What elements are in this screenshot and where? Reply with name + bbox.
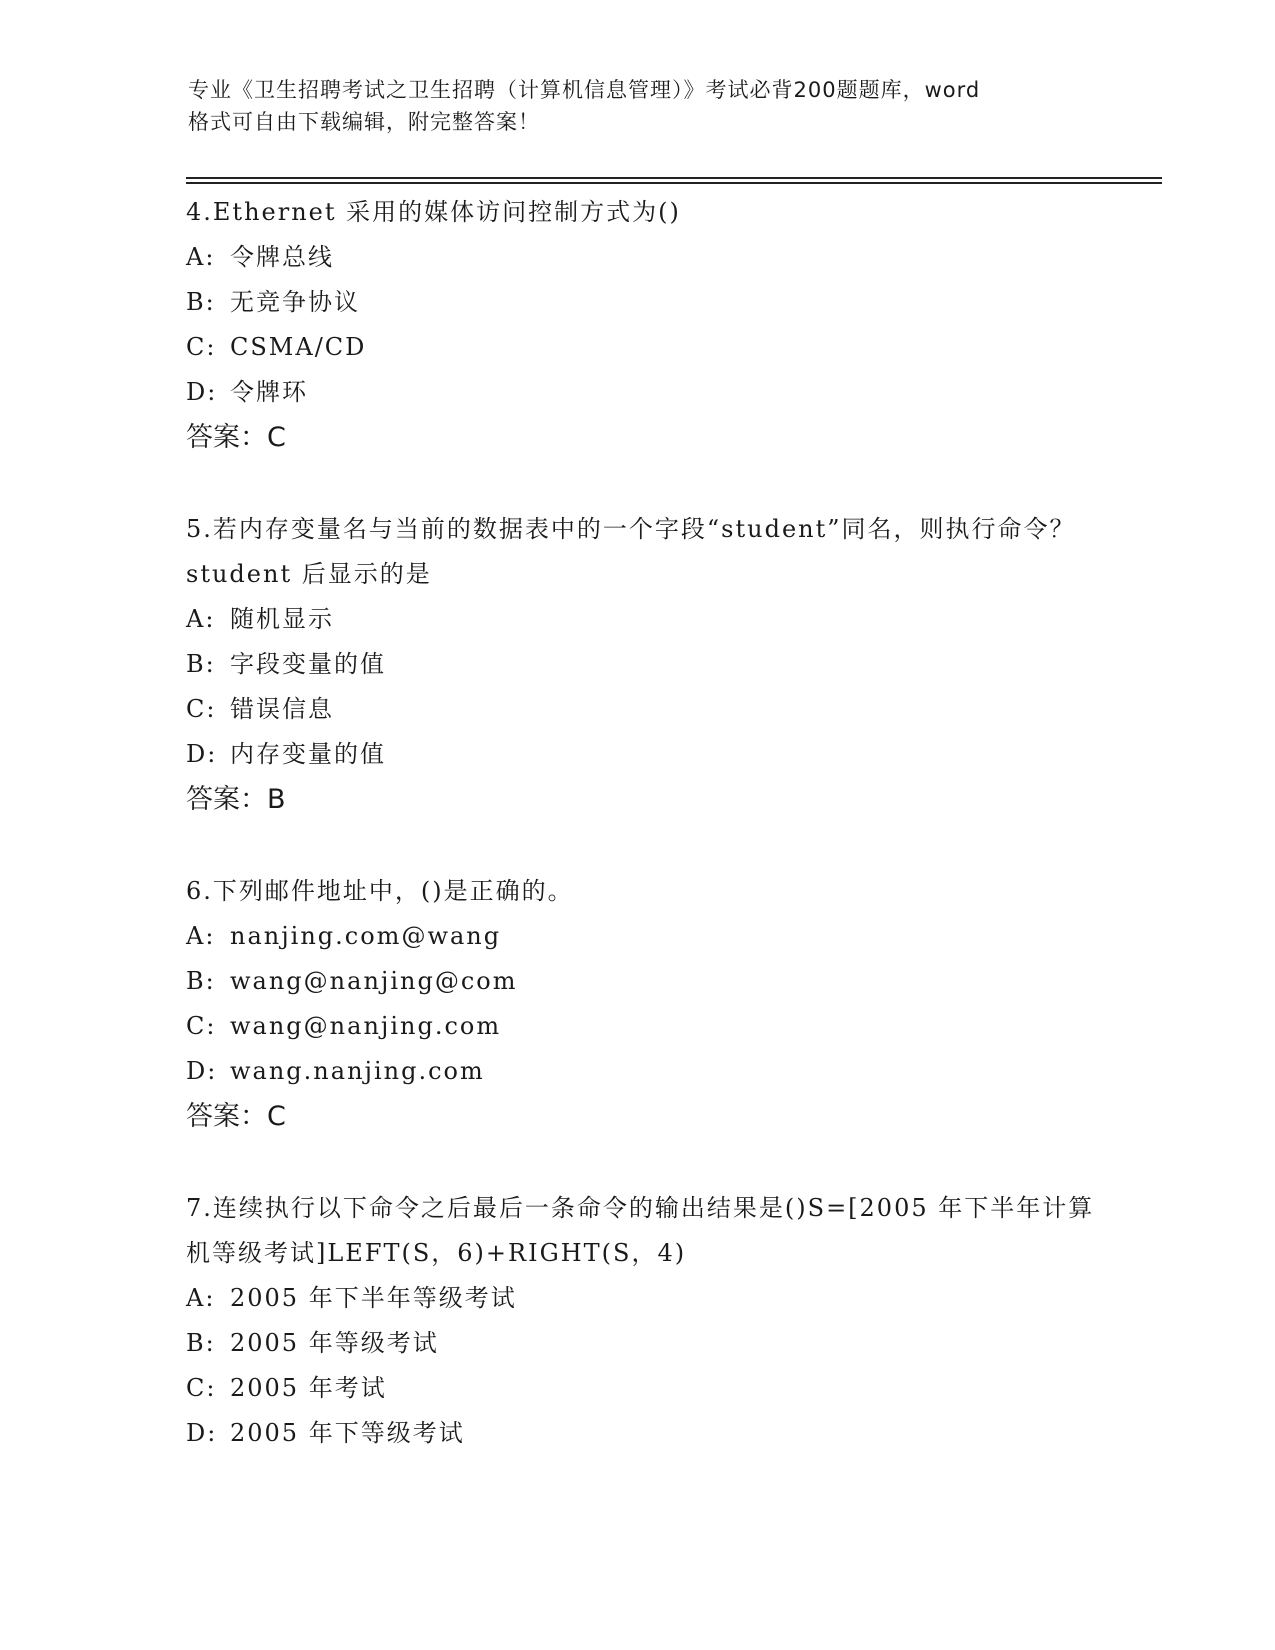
option-letter: C: — [186, 1374, 217, 1402]
option-letter: A: — [186, 243, 216, 271]
option-letter: C: — [186, 695, 217, 723]
option-a — [186, 1276, 1106, 1321]
option-b — [186, 959, 1106, 1004]
option-text: 字段变量的值 — [230, 650, 386, 678]
option-text: 随机显示 — [230, 605, 334, 633]
header-divider-bottom — [186, 182, 1162, 184]
option-d — [186, 732, 1106, 777]
option-text: wang.nanjing.com — [230, 1057, 485, 1085]
question-text: 6.下列邮件地址中，()是正确的。 — [186, 877, 574, 905]
option-a — [186, 597, 1106, 642]
question-4 — [186, 190, 1106, 461]
option-letter: D: — [186, 378, 218, 406]
option-letter: D: — [186, 740, 218, 768]
header-line-1: 专业《卫生招聘考试之卫生招聘（计算机信息管理）》考试必背200题题库，word — [188, 78, 981, 102]
option-b — [186, 1321, 1106, 1366]
option-a — [186, 914, 1106, 959]
option-text: 2005 年下等级考试 — [230, 1419, 465, 1447]
option-letter: B: — [186, 288, 216, 316]
question-6 — [186, 869, 1106, 1140]
option-letter: B: — [186, 650, 216, 678]
option-text: nanjing.com@wang — [230, 922, 502, 950]
header-line-2: 格式可自由下载编辑，附完整答案！ — [188, 110, 540, 134]
option-b — [186, 642, 1106, 687]
option-letter: C: — [186, 1012, 217, 1040]
option-letter: A: — [186, 922, 216, 950]
option-text: CSMA/CD — [230, 333, 367, 361]
question-text: 5.若内存变量名与当前的数据表中的一个字段“student”同名，则执行命令？student 后显示的是 — [186, 515, 1076, 588]
question-list — [186, 190, 1106, 1502]
option-text: 2005 年等级考试 — [230, 1329, 439, 1357]
answer-line: 答案：C — [186, 1101, 286, 1132]
option-text: 令牌环 — [230, 378, 308, 406]
option-c — [186, 1004, 1106, 1049]
option-text: 错误信息 — [230, 695, 334, 723]
answer-line: 答案：B — [186, 784, 286, 815]
question-text: 4.Ethernet 采用的媒体访问控制方式为() — [186, 198, 681, 226]
question-5 — [186, 507, 1106, 823]
question-text: 7.连续执行以下命令之后最后一条命令的输出结果是()S=[2005 年下半年计算机等级考试]LEFT(S，6)+RIGHT(S，4) — [186, 1194, 1095, 1267]
option-text: 无竞争协议 — [230, 288, 360, 316]
option-text: 内存变量的值 — [230, 740, 386, 768]
option-c — [186, 325, 1106, 370]
option-text: wang@nanjing.com — [230, 1012, 502, 1040]
option-b — [186, 280, 1106, 325]
option-letter: D: — [186, 1057, 218, 1085]
answer-line: 答案：C — [186, 422, 286, 453]
option-c — [186, 687, 1106, 732]
option-d — [186, 1049, 1106, 1094]
option-a — [186, 235, 1106, 280]
option-letter: D: — [186, 1419, 218, 1447]
option-letter: A: — [186, 1284, 216, 1312]
option-letter: B: — [186, 1329, 216, 1357]
option-text: 令牌总线 — [230, 243, 334, 271]
option-text: 2005 年考试 — [230, 1374, 387, 1402]
option-letter: C: — [186, 333, 217, 361]
option-d — [186, 370, 1106, 415]
document-header — [188, 74, 1088, 138]
option-text: 2005 年下半年等级考试 — [230, 1284, 517, 1312]
option-text: wang@nanjing@com — [230, 967, 518, 995]
option-d — [186, 1411, 1106, 1456]
option-c — [186, 1366, 1106, 1411]
header-divider-top — [186, 177, 1162, 179]
question-7 — [186, 1186, 1106, 1456]
option-letter: B: — [186, 967, 216, 995]
option-letter: A: — [186, 605, 216, 633]
